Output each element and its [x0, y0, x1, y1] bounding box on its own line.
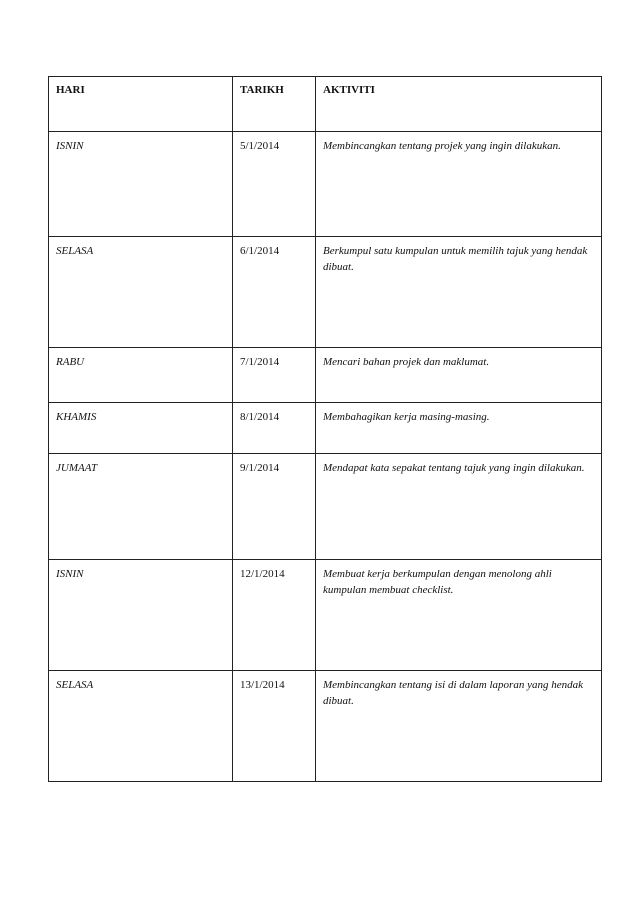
table-row — [49, 671, 602, 782]
cell-tarikh: 7/1/2014 — [233, 348, 316, 403]
cell-hari: SELASA — [49, 237, 233, 348]
header-aktiviti: AKTIVITI — [316, 77, 602, 132]
cell-aktiviti: Membincangkan tentang isi di dalam laporan yang hendak dibuat. — [316, 671, 602, 782]
table-row — [49, 454, 602, 560]
table-row — [49, 403, 602, 454]
cell-hari: JUMAAT — [49, 454, 233, 560]
cell-hari: ISNIN — [49, 132, 233, 237]
cell-hari: SELASA — [49, 671, 233, 782]
table-row — [49, 560, 602, 671]
cell-hari: RABU — [49, 348, 233, 403]
cell-aktiviti: Mencari bahan projek dan maklumat. — [316, 348, 602, 403]
cell-tarikh: 13/1/2014 — [233, 671, 316, 782]
cell-tarikh: 5/1/2014 — [233, 132, 316, 237]
cell-hari: ISNIN — [49, 560, 233, 671]
activity-schedule-table — [48, 76, 602, 782]
table-row — [49, 237, 602, 348]
cell-aktiviti: Membahagikan kerja masing-masing. — [316, 403, 602, 454]
table-header-row — [49, 77, 602, 132]
cell-aktiviti: Berkumpul satu kumpulan untuk memilih tajuk yang hendak dibuat. — [316, 237, 602, 348]
cell-tarikh: 8/1/2014 — [233, 403, 316, 454]
header-hari: HARI — [49, 77, 233, 132]
cell-tarikh: 9/1/2014 — [233, 454, 316, 560]
cell-aktiviti: Membincangkan tentang projek yang ingin dilakukan. — [316, 132, 602, 237]
cell-tarikh: 6/1/2014 — [233, 237, 316, 348]
cell-aktiviti: Mendapat kata sepakat tentang tajuk yang ingin dilakukan. — [316, 454, 602, 560]
table-row — [49, 132, 602, 237]
table-row — [49, 348, 602, 403]
cell-aktiviti: Membuat kerja berkumpulan dengan menolong ahli kumpulan membuat checklist. — [316, 560, 602, 671]
header-tarikh: TARIKH — [233, 77, 316, 132]
cell-hari: KHAMIS — [49, 403, 233, 454]
cell-tarikh: 12/1/2014 — [233, 560, 316, 671]
